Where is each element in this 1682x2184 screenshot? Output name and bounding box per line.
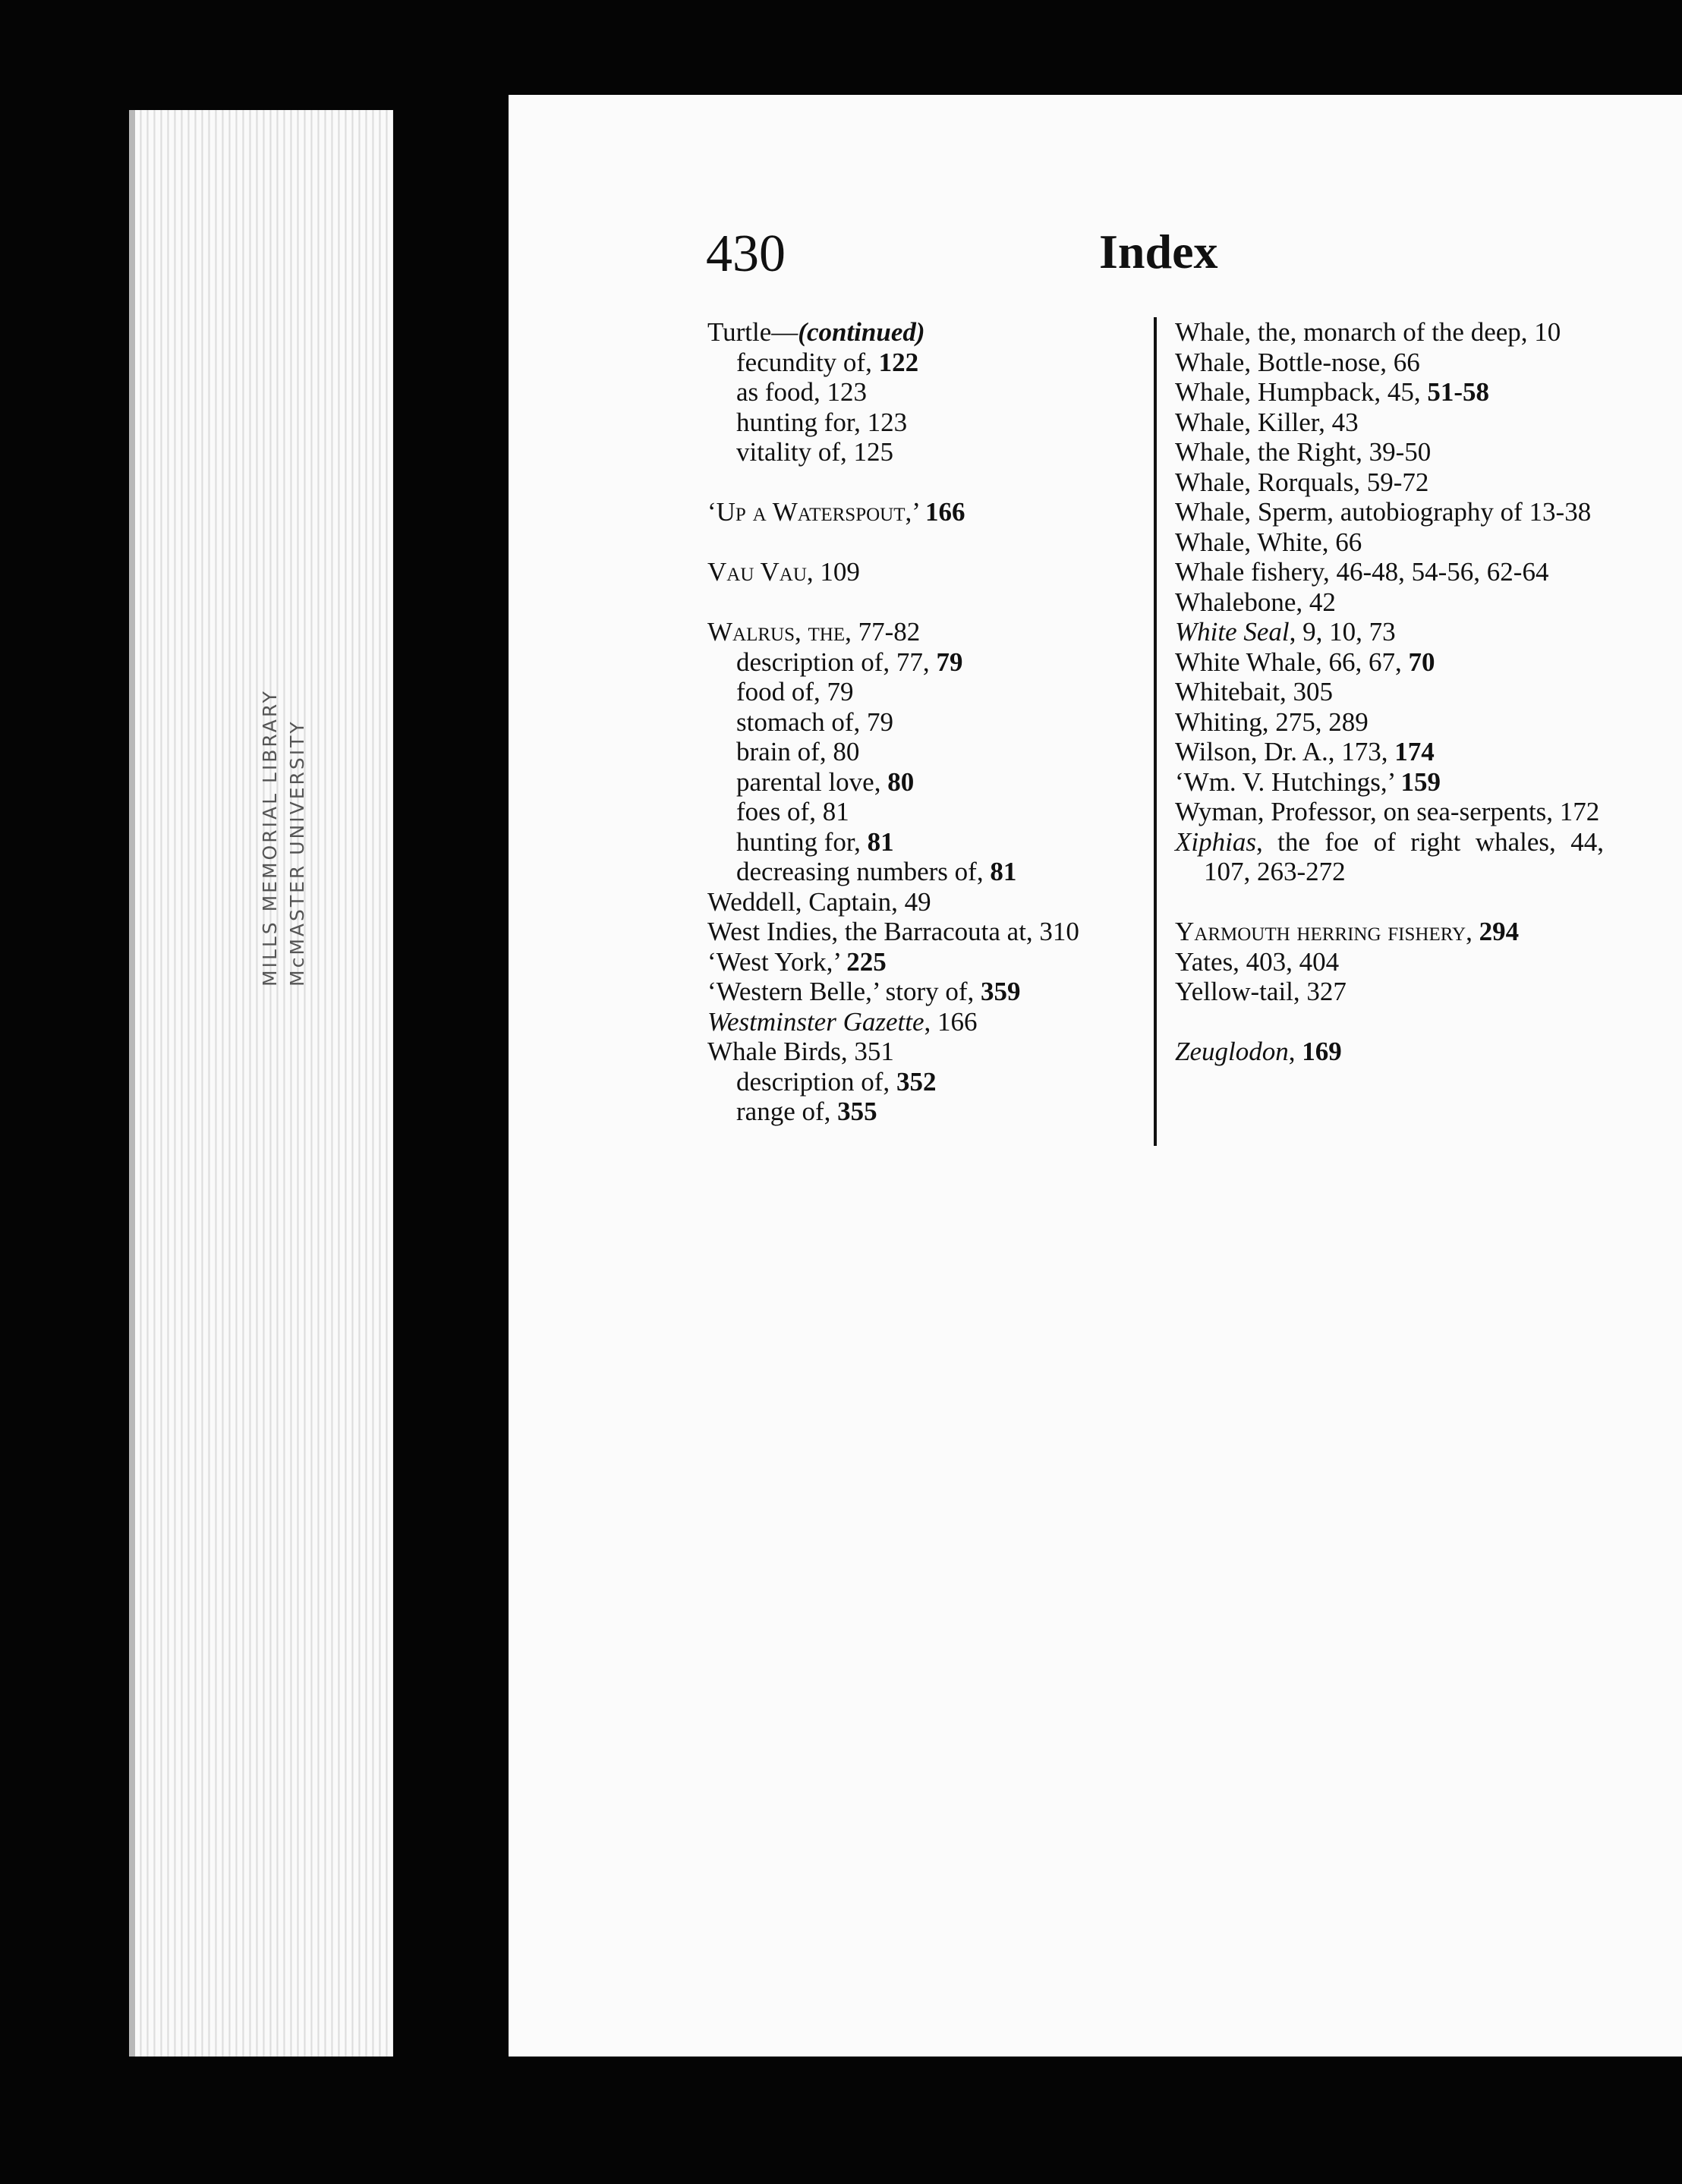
- entry-text: Yarmouth herring fishery,: [1175, 917, 1479, 946]
- left-entry: [707, 827, 1140, 858]
- entry-text: Whale, Rorquals, 59-72: [1175, 467, 1429, 497]
- right-entry: [1175, 437, 1604, 467]
- entry-page-ref: 70: [1408, 647, 1435, 677]
- entry-italic-term: Xiphias: [1175, 826, 1256, 857]
- left-entry: [707, 947, 1140, 977]
- right-entry: [1175, 317, 1604, 348]
- entry-text: Turtle—: [707, 317, 798, 347]
- left-entry: [707, 377, 1140, 408]
- entry-text: , 166: [924, 1006, 978, 1037]
- entry-italic-term: Westminster Gazette: [707, 1006, 924, 1037]
- column-divider: [1154, 317, 1157, 1146]
- left-entry: [707, 437, 1140, 467]
- entry-page-ref: 122: [878, 347, 919, 377]
- entry-text: Wyman, Professor, on sea-serpents, 172: [1175, 797, 1600, 826]
- entry-text: , the foe of right whales, 44, 107, 263-272: [1204, 826, 1604, 886]
- entry-text: range of,: [736, 1097, 838, 1126]
- entry-text: West Indies, the Barracouta at, 310: [707, 917, 1079, 946]
- left-entry: [707, 557, 1140, 587]
- entry-text: brain of, 80: [736, 737, 860, 766]
- entry-text: description of, 77,: [736, 647, 937, 677]
- entry-text: foes of, 81: [736, 797, 849, 826]
- entry-page-ref: 79: [936, 647, 963, 677]
- right-entry: [1175, 348, 1604, 378]
- left-entry: [707, 707, 1140, 738]
- right-entry: [1175, 917, 1604, 947]
- left-entry: [707, 408, 1140, 438]
- left-entry: [707, 737, 1140, 767]
- left-entry: [707, 977, 1140, 1007]
- right-entry: [1175, 827, 1604, 887]
- left-entry: [707, 797, 1140, 827]
- entry-text: Whiting, 275, 289: [1175, 706, 1369, 737]
- page-number: 430: [706, 225, 786, 283]
- left-entry: [707, 1067, 1140, 1097]
- left-entry: [707, 887, 1140, 917]
- entry-text: Yellow-tail, 327: [1175, 977, 1347, 1006]
- index-column-left: [707, 317, 1140, 1127]
- left-entry: [707, 1097, 1140, 1127]
- entry-text: as food, 123: [736, 377, 868, 407]
- left-entry: [707, 917, 1140, 947]
- entry-text: Weddell, Captain, 49: [707, 886, 931, 917]
- entry-text: Vau Vau, 109: [707, 557, 860, 587]
- right-entry: [1175, 527, 1604, 558]
- entry-text: stomach of, 79: [736, 706, 894, 737]
- entry-text: ‘Western Belle,’ story of,: [707, 977, 981, 1006]
- left-entry: [707, 348, 1140, 378]
- entry-text: Yates, 403, 404: [1175, 946, 1340, 977]
- entry-text: description of,: [736, 1066, 896, 1097]
- entry-text: Whale Birds, 351: [707, 1037, 894, 1066]
- entry-page-ref: 225: [846, 946, 887, 977]
- right-entry: [1175, 797, 1604, 827]
- entry-text: ,: [1288, 1037, 1302, 1066]
- right-entry: [1175, 467, 1604, 498]
- entry-page-ref: 352: [896, 1066, 937, 1097]
- entry-text: Whalebone, 42: [1175, 587, 1336, 617]
- right-entry: [1175, 587, 1604, 618]
- entry-text: Whale, Humpback, 45,: [1175, 377, 1428, 407]
- entry-text: vitality of, 125: [736, 437, 894, 467]
- entry-text: parental love,: [736, 766, 888, 797]
- entry-page-ref: 294: [1479, 917, 1520, 946]
- stamp-line-1: MILLS MEMORIAL LIBRARY: [259, 689, 281, 987]
- page-edges: [129, 110, 393, 2057]
- library-stamp: [257, 668, 311, 987]
- entry-page-ref: 159: [1400, 766, 1441, 797]
- entry-italic-note: (continued): [798, 317, 925, 347]
- entry-page-ref: 359: [981, 977, 1021, 1006]
- entry-text: Whale, the, monarch of the deep, 10: [1175, 317, 1561, 347]
- entry-text: ‘Wm. V. Hutchings,’: [1175, 766, 1401, 797]
- left-entry: [707, 767, 1140, 798]
- entry-text: decreasing numbers of,: [736, 857, 991, 886]
- right-entry: [1175, 408, 1604, 438]
- left-entry: [707, 497, 1140, 527]
- entry-text: fecundity of,: [736, 347, 879, 377]
- entry-page-ref: 169: [1302, 1037, 1342, 1066]
- entry-text: Whitebait, 305: [1175, 677, 1334, 706]
- entry-page-ref: 80: [887, 766, 915, 797]
- entry-text: Whale fishery, 46-48, 54-56, 62-64: [1175, 557, 1549, 587]
- left-entry: [707, 1037, 1140, 1067]
- entry-text: Whale, Sperm, autobiography of 13-38: [1175, 497, 1592, 527]
- right-entry: [1175, 947, 1604, 977]
- entry-text: White Whale, 66, 67,: [1175, 647, 1409, 677]
- entry-text: Wilson, Dr. A., 173,: [1175, 737, 1395, 766]
- entry-text: , 9, 10, 73: [1289, 617, 1396, 647]
- entry-text: ‘West York,’: [707, 946, 847, 977]
- entry-text: Whale, White, 66: [1175, 527, 1362, 557]
- left-entry: [707, 857, 1140, 887]
- right-entry: [1175, 377, 1604, 408]
- right-entry: [1175, 1037, 1604, 1067]
- right-entry: [1175, 737, 1604, 767]
- right-entry: [1175, 677, 1604, 707]
- entry-page-ref: 166: [925, 497, 965, 527]
- entry-text: hunting for, 123: [736, 407, 908, 437]
- entry-text: Whale, Killer, 43: [1175, 407, 1359, 437]
- right-entry: [1175, 707, 1604, 738]
- entry-text: Walrus, the, 77-82: [707, 617, 921, 647]
- index-column-right: [1175, 317, 1604, 1067]
- page-title: Index: [1099, 225, 1218, 279]
- right-entry: [1175, 497, 1604, 527]
- left-entry: [707, 1007, 1140, 1037]
- entry-text: hunting for,: [736, 826, 868, 857]
- right-entry: [1175, 647, 1604, 678]
- entry-text: Whale, Bottle-nose, 66: [1175, 347, 1420, 377]
- stamp-line-2: McMASTER UNIVERSITY: [286, 719, 308, 987]
- entry-page-ref: 81: [867, 826, 894, 857]
- right-entry: [1175, 767, 1604, 798]
- left-entry: [707, 617, 1140, 647]
- left-entry: [707, 677, 1140, 707]
- entry-page-ref: 51-58: [1427, 377, 1490, 407]
- entry-page-ref: 174: [1394, 737, 1435, 766]
- left-entry: [707, 647, 1140, 678]
- entry-text: food of, 79: [736, 677, 854, 706]
- entry-page-ref: 355: [837, 1097, 877, 1126]
- right-entry: [1175, 557, 1604, 587]
- entry-page-ref: 81: [990, 857, 1017, 886]
- right-entry: [1175, 977, 1604, 1007]
- left-entry: [707, 317, 1140, 348]
- entry-text: Whale, the Right, 39-50: [1175, 437, 1432, 467]
- entry-italic-term: White Seal: [1175, 617, 1290, 647]
- right-entry: [1175, 617, 1604, 647]
- entry-italic-term: Zeuglodon: [1175, 1037, 1289, 1066]
- entry-text: ‘Up a Waterspout,’: [707, 497, 926, 527]
